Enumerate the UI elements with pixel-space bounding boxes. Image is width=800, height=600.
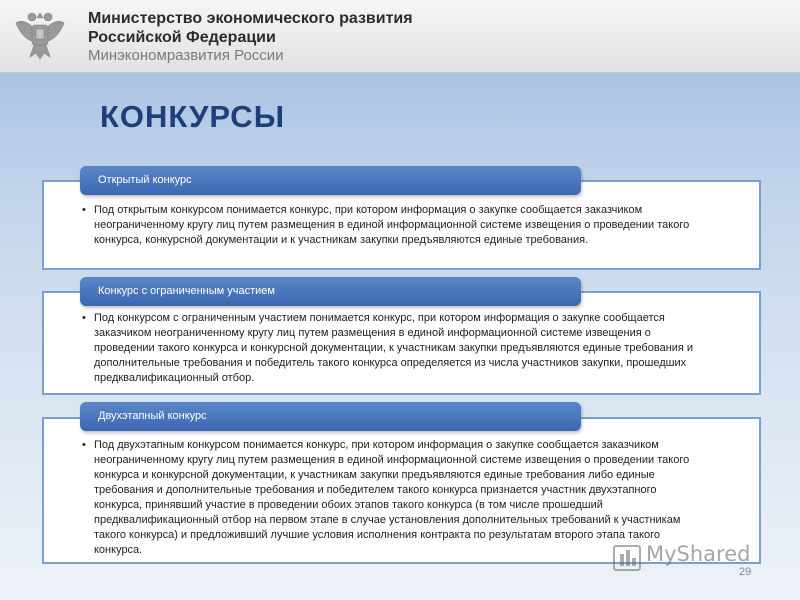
two-stage-tender-text [82, 438, 697, 558]
page-number: 29 [739, 566, 752, 578]
ministry-name-line1: Министерство экономического развития [88, 10, 413, 27]
open-tender-description: Под открытым конкурсом понимается конкурс, при котором информация о закупке сообщается заказчиком неограниченному кругу лиц путем размещения в единой информационной системе извещения о проведении такого конкурса, конкурсной документации и к участникам закупки предъявляются единые требования. [94, 204, 690, 246]
two-stage-tender-description: Под двухэтапным конкурсом понимается конкурс, при котором информация о закупке сообщается заказчиком неограниченному кругу лиц путем размещения в единой информационной системе извещения о проведении такого конкурса и конкурсной документации, к участникам закупки предъявляются единые требования либо единые требования и дополнительные требования и победителем такого конкурса признается участник двухэтапного конкурса, принявший участие в проведении обоих этапов такого конкурса (в том числе прошедший предквалификационный отбор на первом этапе в случае установления дополнительных требований к участникам такого конкурса) и предложивший лучшие условия исполнения контракта по результатам второго этапа такого конкурса. [94, 439, 690, 556]
watermark-text: MyShared [646, 542, 751, 566]
bullet-icon: • [82, 204, 86, 216]
coat-of-arms-icon [10, 5, 70, 65]
bullet-icon: • [82, 312, 86, 324]
limited-tender-description: Под конкурсом с ограниченным участием понимается конкурс, при котором информация о закупке сообщается заказчиком неограниченному кругу лиц путем размещения в единой информационной системе извещения о проведении такого конкурса и конкурсной документации, к участникам закупки предъявляются единые требования и дополнительные требования и победитель такого конкурса определяется из числа участников закупки, прошедших предквалификационный отбор. [94, 312, 694, 384]
limited-tender-text [82, 311, 697, 386]
slide-title: КОНКУРСЫ [100, 99, 286, 134]
limited-tender-heading: Конкурс с ограниченным участием [80, 277, 581, 306]
bullet-icon: • [82, 439, 86, 451]
two-stage-tender-heading: Двухэтапный конкурс [80, 402, 581, 431]
ministry-short-name: Минэкономразвития России [88, 47, 284, 64]
ministry-header [0, 0, 800, 73]
ministry-name-line2: Российской Федерации [88, 29, 276, 46]
open-tender-text [82, 203, 722, 248]
open-tender-heading: Открытый конкурс [80, 166, 581, 195]
